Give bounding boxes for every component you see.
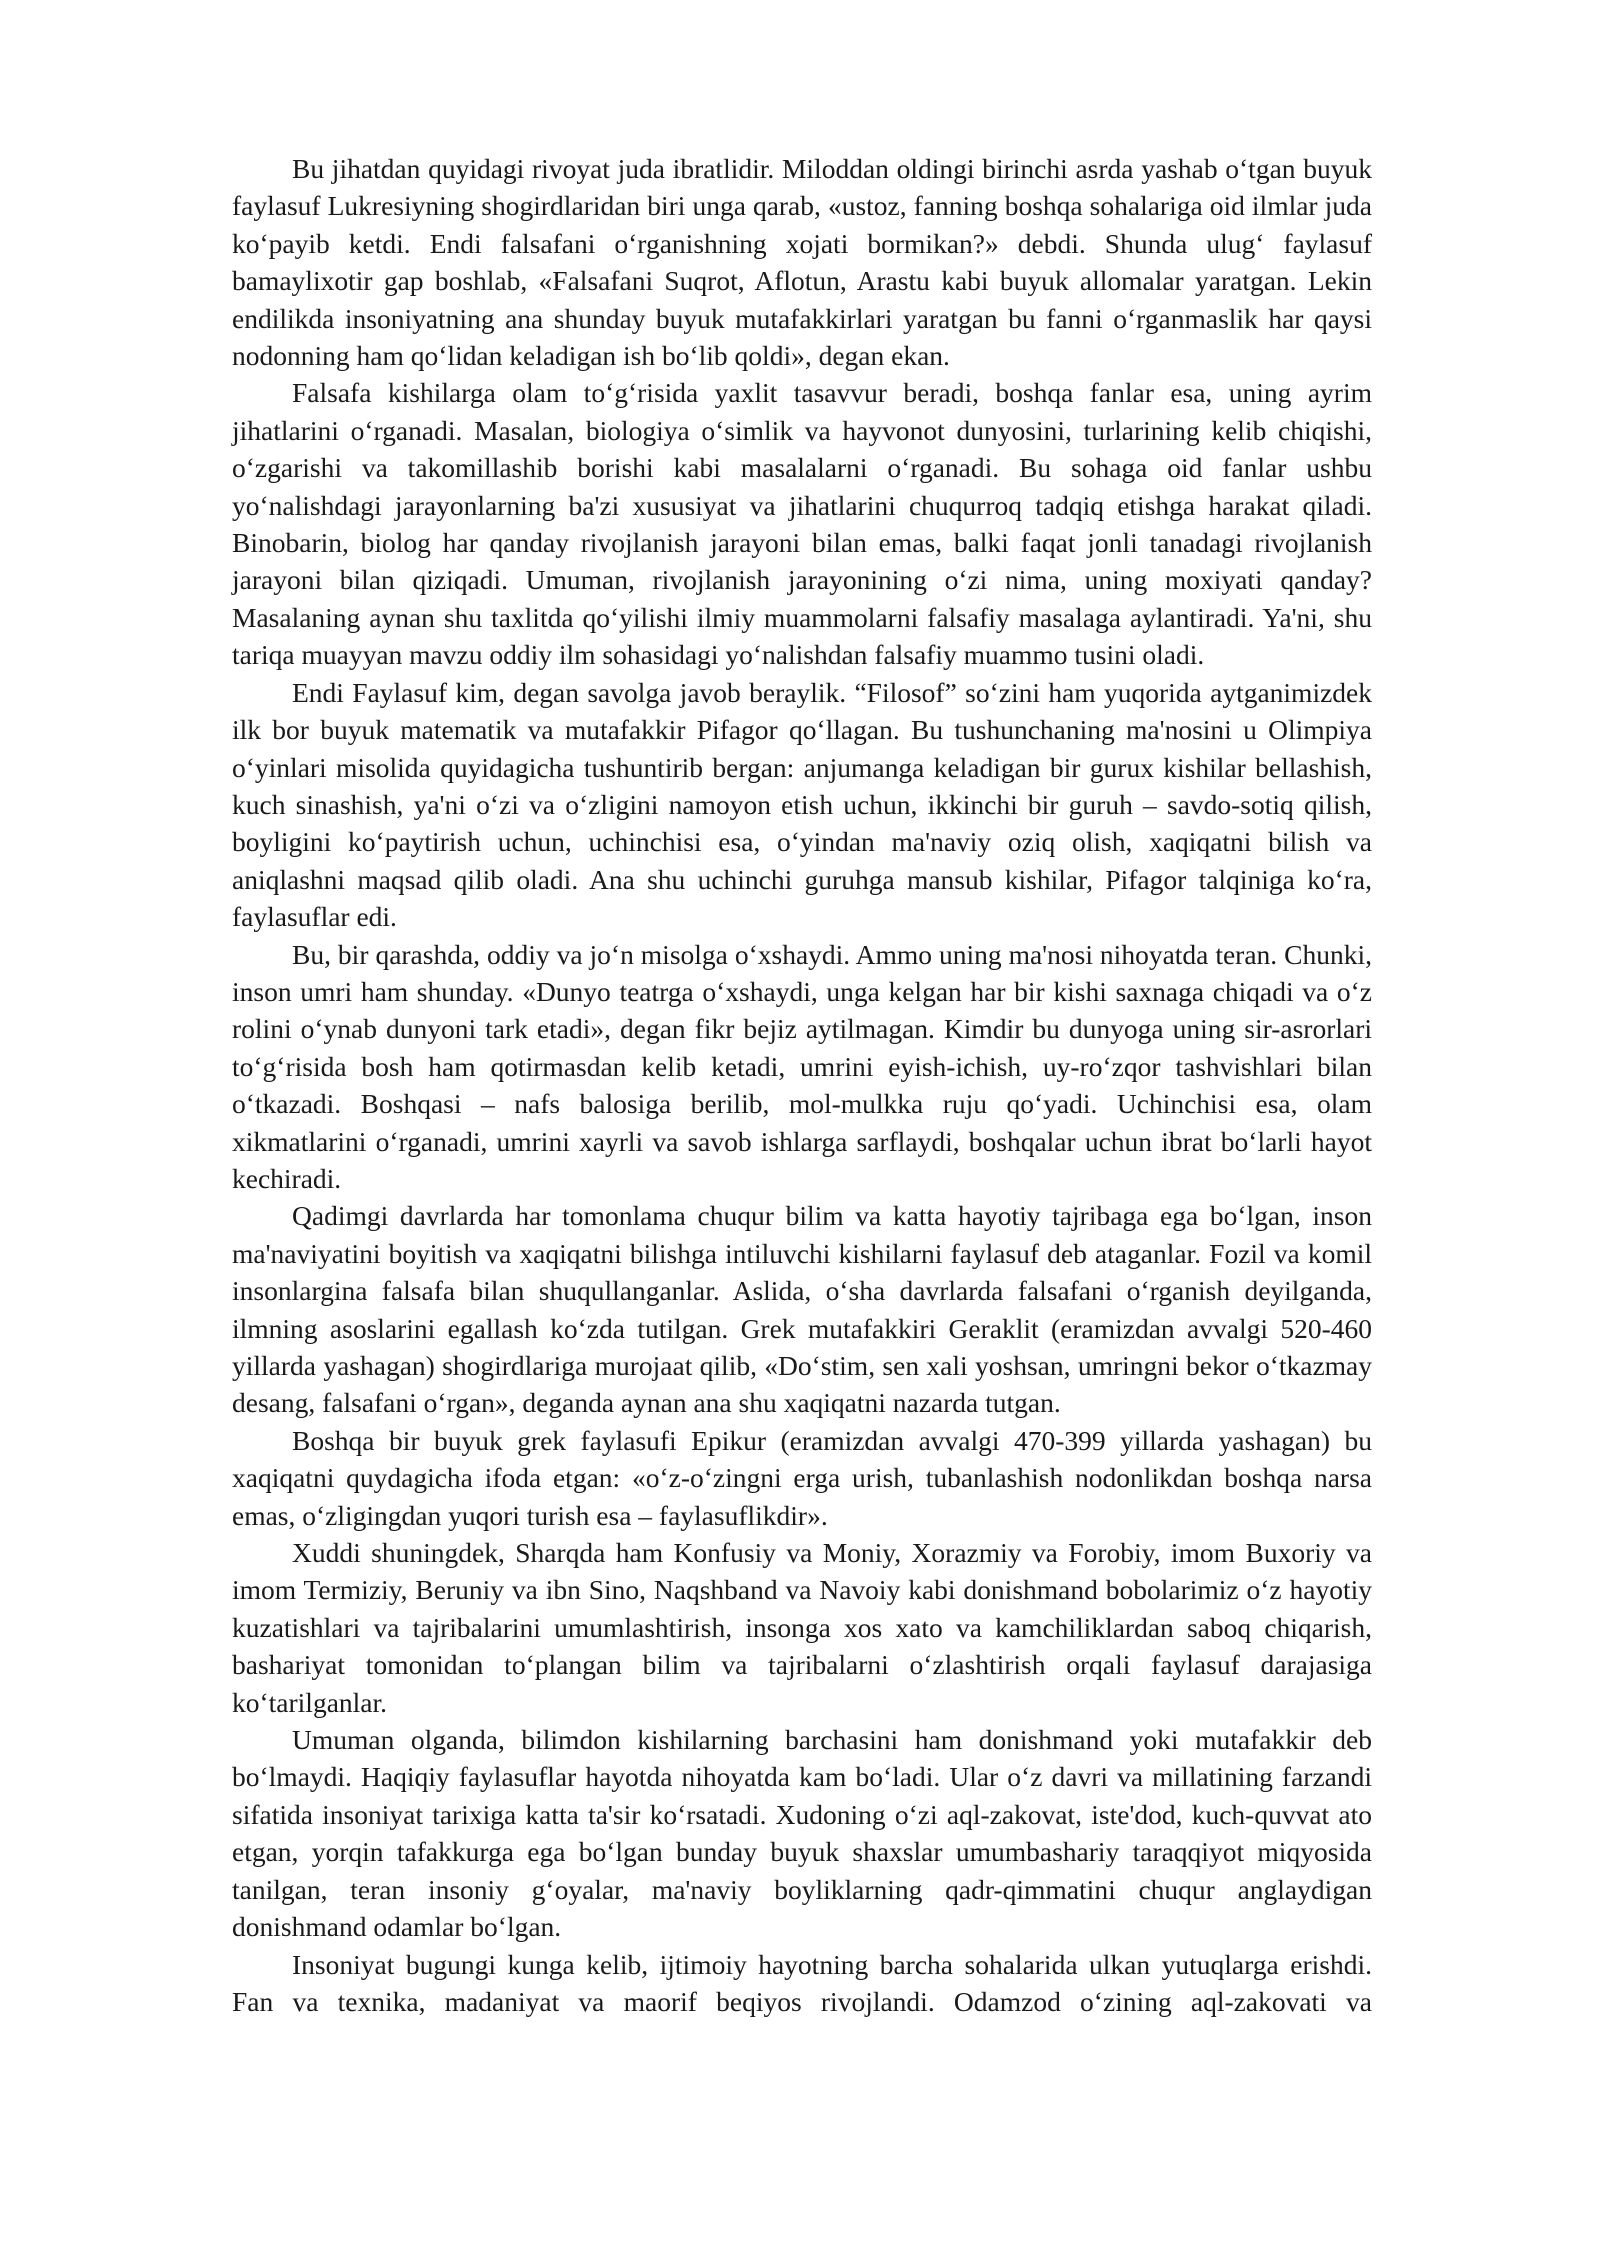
paragraph-1: Bu jihatdan quyidagi rivoyat juda ibratlidir. Miloddan oldingi birinchi asrda yashab o‘tgan buyuk faylasuf Lukresiyning shogirdlaridan biri unga qarab, «ustoz, fanning boshqa sohalariga oid ilmlar juda ko‘payib ketdi. Endi falsafani o‘rganishning xojati bormikan?» debdi. Shunda ulug‘ faylasuf bamaylixotir gap boshlab, «Falsafani Suqrot, Aflotun, Arastu kabi buyuk allomalar yaratgan. Lekin endilikda insoniyatning ana shunday buyuk mutafakkirlari yaratgan bu fanni o‘rganmaslik har qaysi nodonning ham qo‘lidan keladigan ish bo‘lib qoldi», degan ekan. bbox=[232, 153, 1372, 372]
paragraph-2: Falsafa kishilarga olam to‘g‘risida yaxlit tasavvur beradi, boshqa fanlar esa, uning ayrim jihatlarini o‘rganadi. Masalan, biologiya o‘simlik va hayvonot dunyosini, turlarining kelib chiqishi, o‘zgarishi va takomillashib borishi kabi masalalarni o‘rganadi. Bu sohaga oid fanlar ushbu yo‘nalishdagi jarayonlarning ba'zi xususiyat va jihatlarini chuqurroq tadqiq etishga harakat qiladi. Binobarin, biolog har qanday rivojlanish jarayoni bilan emas, balki faqat jonli tanadagi rivojlanish jarayoni bilan qiziqadi. Umuman, rivojlanish jarayonining o‘zi nima, uning moxiyati qanday? Masalaning aynan shu taxlitda qo‘yilishi ilmiy muammolarni falsafiy masalaga aylantiradi. Ya'ni, shu tariqa muayyan mavzu oddiy ilm sohasidagi yo‘nalishdan falsafiy muammo tusini oladi. bbox=[232, 377, 1372, 671]
paragraph-9: Insoniyat bugungi kunga kelib, ijtimoiy hayotning barcha sohalarida ulkan yutuqlarga erishdi. Fan va texnika, madaniyat va maorif beqiyos rivojlandi. Odamzod o‘zining aql-zakovati va bbox=[232, 1948, 1372, 2017]
document-page bbox=[232, 150, 1372, 2020]
paragraph-8: Umuman olganda, bilimdon kishilarning barchasini ham donishmand yoki mutafakkir deb bo‘lmaydi. Haqiqiy faylasuflar hayotda nihoyatda kam bo‘ladi. Ular o‘z davri va millatining farzandi sifatida insoniyat tarixiga katta ta'sir ko‘rsatadi. Xudoning o‘zi aql-zakovat, iste'dod, kuch-quvvat ato etgan, yorqin tafakkurga ega bo‘lgan bunday buyuk shaxslar umumbashariy taraqqiyot miqyosida tanilgan, teran insoniy g‘oyalar, ma'naviy boyliklarning qadr-qimmatini chuqur anglaydigan donishmand odamlar bo‘lgan. bbox=[232, 1724, 1372, 1943]
paragraph-3: Endi Faylasuf kim, degan savolga javob beraylik. “Filosof” so‘zini ham yuqorida aytganimizdek ilk bor buyuk matematik va mutafakkir Pifagor qo‘llagan. Bu tushunchaning ma'nosini u Olimpiya o‘yinlari misolida quyidagicha tushuntirib bergan: anjumanga keladigan bir gurux kishilar bellashish, kuch sinashish, ya'ni o‘zi va o‘zligini namoyon etish uchun, ikkinchi bir guruh – savdo-sotiq qilish, boyligini ko‘paytirish uchun, uchinchisi esa, o‘yindan ma'naviy oziq olish, xaqiqatni bilish va aniqlashni maqsad qilib oladi. Ana shu uchinchi guruhga mansub kishilar, Pifagor talqiniga ko‘ra, faylasuflar edi. bbox=[232, 676, 1372, 933]
paragraph-7: Xuddi shuningdek, Sharqda ham Konfusiy va Moniy, Xorazmiy va Forobiy, imom Buxoriy va imom Termiziy, Beruniy va ibn Sino, Naqshband va Navoiy kabi donishmand bobolarimiz o‘z hayotiy kuzatishlari va tajribalarini umumlashtirish, insonga xos xato va kamchiliklardan saboq chiqarish, bashariyat tomonidan to‘plangan bilim va tajribalarni o‘zlashtirish orqali faylasuf darajasiga ko‘tarilganlar. bbox=[232, 1537, 1372, 1718]
paragraph-5: Qadimgi davrlarda har tomonlama chuqur bilim va katta hayotiy tajribaga ega bo‘lgan, inson ma'naviyatini boyitish va xaqiqatni bilishga intiluvchi kishilarni faylasuf deb ataganlar. Fozil va komil insonlargina falsafa bilan shuqullanganlar. Aslida, o‘sha davrlarda falsafani o‘rganish deyilganda, ilmning asoslarini egallash ko‘zda tutilgan. Grek mutafakkiri Geraklit (eramizdan avvalgi 520-460 yillarda yashagan) shogirdlariga murojaat qilib, «Do‘stim, sen xali yoshsan, umringni bekor o‘tkazmay desang, falsafani o‘rgan», deganda aynan ana shu xaqiqatni nazarda tutgan. bbox=[232, 1200, 1372, 1419]
paragraph-4: Bu, bir qarashda, oddiy va jo‘n misolga o‘xshaydi. Ammo uning ma'nosi nihoyatda teran. Chunki, inson umri ham shunday. «Dunyo teatrga o‘xshaydi, unga kelgan har bir kishi saxnaga chiqadi va o‘z rolini o‘ynab dunyoni tark etadi», degan fikr bejiz aytilmagan. Kimdir bu dunyoga uning sir-asrorlari to‘g‘risida bosh ham qotirmasdan kelib ketadi, umrini eyish-ichish, uy-ro‘zqor tashvishlari bilan o‘tkazadi. Boshqasi – nafs balosiga berilib, mol-mulkka ruju qo‘yadi. Uchinchisi esa, olam xikmatlarini o‘rganadi, umrini xayrli va savob ishlarga sarflaydi, boshqalar uchun ibrat bo‘larli hayot kechiradi. bbox=[232, 938, 1372, 1194]
paragraph-6: Boshqa bir buyuk grek faylasufi Epikur (eramizdan avvalgi 470-399 yillarda yashagan) bu xaqiqatni quydagicha ifoda etgan: «o‘z-o‘zingni erga urish, tubanlashish nodonlikdan boshqa narsa emas, o‘zligingdan yuqori turish esa – faylasuflikdir». bbox=[232, 1424, 1372, 1531]
